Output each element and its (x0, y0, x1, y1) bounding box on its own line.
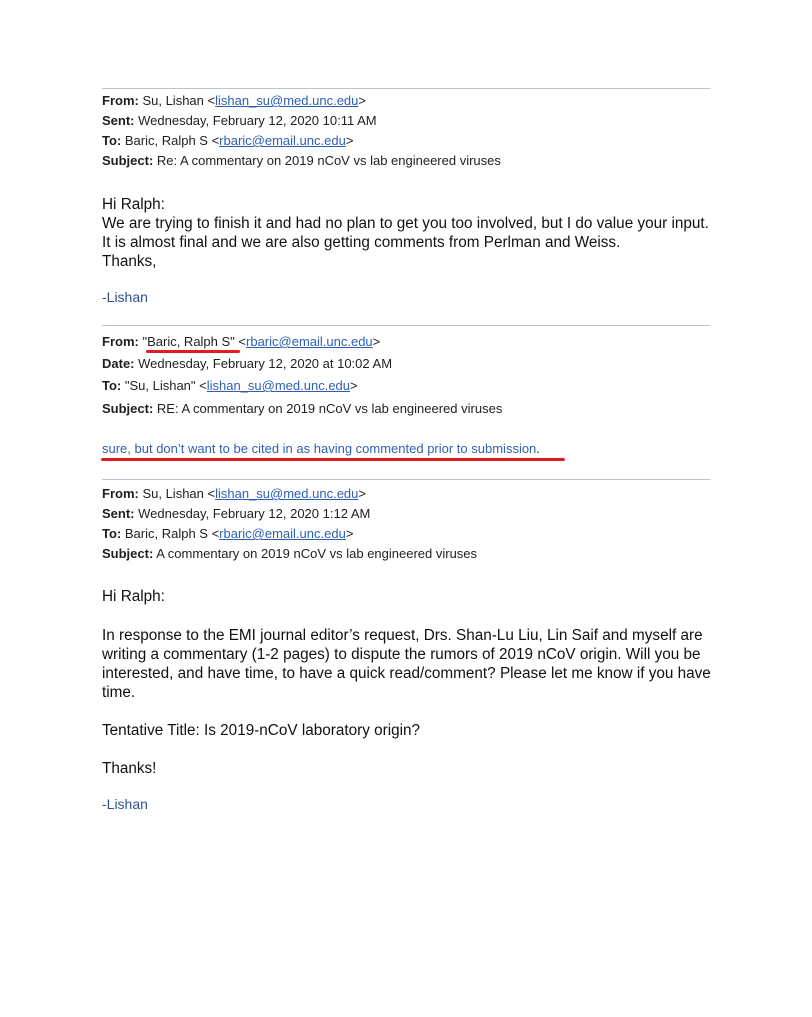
email2-reply-text (102, 441, 540, 456)
red-underline-annotation (101, 458, 565, 461)
bracket: > (372, 334, 381, 349)
date-label: Date: (102, 356, 135, 371)
from-name: Su, Lishan < (138, 93, 216, 108)
email3-signature: -Lishan (102, 796, 148, 812)
header-separator (102, 479, 710, 480)
to-email-link[interactable]: rbaric@email.unc.edu (219, 133, 346, 148)
to-label: To: (102, 378, 122, 393)
email3-to-line (102, 526, 353, 541)
bracket: > (358, 93, 366, 108)
to-label: To: (102, 133, 122, 148)
email2-subject-line (102, 401, 502, 416)
from-label: From: (102, 486, 139, 501)
from-label: From: (102, 334, 139, 349)
to-name: Baric, Ralph S < (121, 526, 220, 541)
to-email-link[interactable]: rbaric@email.unc.edu (219, 526, 346, 541)
subject-label: Subject: (102, 546, 154, 561)
subject-label: Subject: (102, 401, 154, 416)
from-email-link[interactable]: lishan_su@med.unc.edu (215, 486, 359, 501)
header-separator (102, 88, 710, 89)
subject-value: Re: A commentary on 2019 nCoV vs lab engineered viruses (153, 153, 501, 168)
reply-period: . (536, 441, 540, 456)
to-email-link[interactable]: lishan_su@med.unc.edu (206, 378, 351, 393)
to-label: To: (102, 526, 122, 541)
email3-body: In response to the EMI journal editor’s request, Drs. Shan-Lu Liu, Lin Saif and myself are writing a commentary (1-2 pages) to dispute the rumors of 2019 nCoV origin. Will you be interested, and have time, to have a quick read/comment? Please let me know if you have time. (102, 627, 711, 701)
email3-sent-line (102, 506, 370, 521)
subject-value: RE: A commentary on 2019 nCoV vs lab engineered viruses (153, 401, 503, 416)
email2-from-line (102, 334, 380, 349)
subject-label: Subject: (102, 153, 154, 168)
email1-to-line (102, 133, 353, 148)
email3-title-line: Tentative Title: Is 2019-nCoV laboratory origin? (102, 722, 421, 739)
sent-value: Wednesday, February 12, 2020 10:11 AM (134, 113, 377, 128)
bracket: > (358, 486, 366, 501)
from-email-link[interactable]: rbaric@email.unc.edu (246, 334, 373, 349)
email1-from-line (102, 93, 366, 108)
bracket: > (350, 378, 358, 393)
email3-greeting: Hi Ralph: (102, 588, 165, 605)
reply-text: sure, but don’t want to be cited in as having commented prior to submission (102, 441, 537, 456)
from-name: Su, Lishan < (138, 486, 216, 501)
red-underline-annotation (146, 350, 240, 353)
email1-body: We are trying to finish it and had no plan to get you too involved, but I do value your input. It is almost final and we are also getting comments from Perlman and Weiss. (102, 215, 709, 251)
email1-closing: Thanks, (102, 253, 157, 270)
sent-value: Wednesday, February 12, 2020 1:12 AM (134, 506, 371, 521)
to-name: Baric, Ralph S < (121, 133, 220, 148)
to-name: "Su, Lishan" < (121, 378, 207, 393)
sent-label: Sent: (102, 506, 135, 521)
email1-sent-line (102, 113, 377, 128)
subject-value: A commentary on 2019 nCoV vs lab engineered viruses (153, 546, 478, 561)
email2-to-line (102, 378, 358, 393)
from-email-link[interactable]: lishan_su@med.unc.edu (215, 93, 359, 108)
bracket: < (234, 334, 247, 349)
from-name: "Baric, Ralph S" (142, 334, 235, 349)
from-label: From: (102, 93, 139, 108)
email1-signature: -Lishan (102, 289, 148, 305)
email3-closing: Thanks! (102, 760, 157, 777)
email3-subject-line (102, 546, 477, 561)
header-separator (102, 325, 710, 326)
date-value: Wednesday, February 12, 2020 at 10:02 AM (134, 356, 393, 371)
email2-date-line (102, 356, 392, 371)
bracket: > (345, 526, 354, 541)
email3-from-line (102, 486, 366, 501)
sent-label: Sent: (102, 113, 135, 128)
email1-greeting: Hi Ralph: (102, 196, 165, 213)
email1-subject-line (102, 153, 501, 168)
bracket: > (345, 133, 354, 148)
